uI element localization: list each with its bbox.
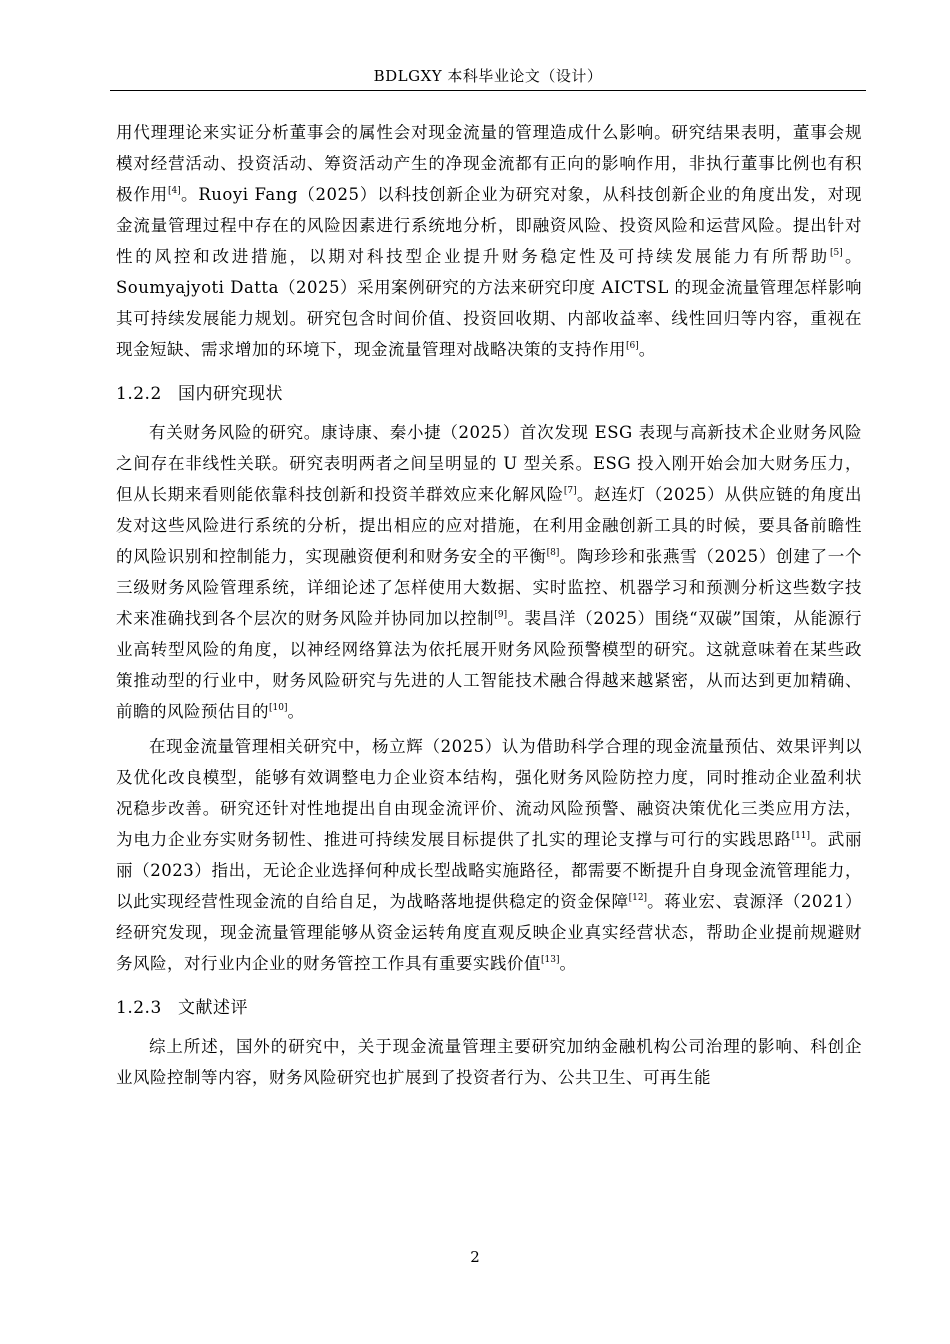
section-number: 1.2.3 (116, 998, 162, 1018)
citation: [8] (546, 548, 560, 558)
paragraph-text: 有关财务风险的研究。康诗康、秦小捷（2025）首次发现 ESG 表现与高新技术企业财务风险之间存在非线性关联。研究表明两者之间呈明显的 U 型关系。ESG 投入刚开始会加大财务压力，但从长期来看则能依靠科技创新和投资羊群效应来化解风险 (116, 423, 862, 504)
header-rule (110, 90, 866, 91)
paragraph-financial-risk (116, 417, 862, 727)
citation: [9] (494, 610, 508, 620)
citation: [6] (626, 341, 639, 351)
citation: [12] (628, 893, 648, 903)
citation: [4] (167, 186, 181, 196)
paragraph-text: 。裴昌洋（2025）围绕“双碳”国策，从能源行业高转型风险的角度，以神经网络算法为依托展开财务风险预警模型的研究。这就意味着在某些政策推动型的行业中，财务风险研究与先进的人工智能技术融合得越来越紧密，从而达到更加精确、前瞻的风险预估目的 (116, 609, 862, 721)
paragraph-cash-flow-management (116, 731, 862, 979)
citation: [11] (791, 831, 811, 841)
paragraph-text: 。 (287, 702, 305, 721)
paragraph-text: 在现金流量管理相关研究中，杨立辉（2025）认为借助科学合理的现金流量预估、效果评判以及优化改良模型，能够有效调整电力企业资本结构，强化财务风险防控力度，同时推动企业盈利状况稳步改善。研究还针对性地提出自由现金流评价、流动风险预警、融资决策优化三类应用方法，为电力企业夯实财务韧性、推进可持续发展目标提供了扎实的理论支撑与可行的实践思路 (116, 737, 862, 849)
paragraph-text: 。Ruoyi Fang（2025）以科技创新企业为研究对象，从科技创新企业的角度出发，对现金流量管理过程中存在的风险因素进行系统地分析，即融资风险、投资风险和运营风险。提出针对性的风控和改进措施，以期对科技型企业提升财务稳定性及可持续发展能力有所帮助 (116, 185, 862, 266)
paragraph-text: 。蒋业宏、袁源泽（2021）经研究发现，现金流量管理能够从资金运转角度直观反映企业真实经营状态，帮助企业提前规避财务风险，对行业内企业的财务管控工作具有重要实践价值 (116, 892, 862, 973)
citation: [5] (829, 248, 843, 258)
paragraph-literature-review (116, 1031, 862, 1093)
paragraph-text: 。 (638, 340, 656, 359)
paragraph-text: 。Soumyajyoti Datta（2025）采用案例研究的方法来研究印度 AICTSL 的现金流量管理怎样影响其可持续发展能力规划。研究包含时间价值、投资回收期、内部收益率、线性回归等内容，重视在现金短缺、需求增加的环境下，现金流量管理对战略决策的支持作用 (116, 247, 863, 359)
running-header: BDLGXY 本科毕业论文（设计） (373, 67, 603, 85)
paragraph-text: 用代理理论来实证分析董事会的属性会对现金流量的管理造成什么影响。研究结果表明，董事会规模对经营活动、投资活动、筹资活动产生的净现金流都有正向的影响作用，非执行董事比例也有积极作用 (116, 123, 862, 204)
section-number: 1.2.2 (116, 384, 162, 404)
citation: [7] (563, 486, 577, 496)
page-number: 2 (470, 1248, 480, 1266)
paragraph-text: 综上所述，国外的研究中，关于现金流量管理主要研究加纳金融机构公司治理的影响、科创企业风险控制等内容，财务风险研究也扩展到了投资者行为、公共卫生、可再生能 (116, 1037, 862, 1087)
section-heading-1-2-3 (116, 995, 862, 1021)
citation: [10] (269, 703, 288, 713)
section-title: 文献述评 (178, 998, 248, 1018)
paragraph-text: 。陶珍珍和张燕雪（2025）创建了一个三级财务风险管理系统，详细论述了怎样使用大数据、实时监控、机器学习和预测分析这些数字技术来准确找到各个层次的财务风险并协同加以控制 (116, 547, 862, 628)
paragraph-text: 。赵连灯（2025）从供应链的角度出发对这些风险进行系统的分析，提出相应的应对措施，在利用金融创新工具的时候，要具备前瞻性的风险识别和控制能力，实现融资便利和财务安全的平衡 (116, 485, 863, 566)
citation: [13] (541, 955, 560, 965)
paragraph-text: 。武丽丽（2023）指出，无论企业选择何种成长型战略实施路径，都需要不断提升自身现金流管理能力，以此实现经营性现金流的自给自足，为战略落地提供稳定的资金保障 (116, 830, 863, 911)
paragraph-text: 。 (559, 954, 577, 973)
section-title: 国内研究现状 (178, 384, 283, 404)
paragraph-foreign-research (116, 117, 862, 365)
body-text (116, 117, 862, 1093)
section-heading-1-2-2 (116, 381, 862, 407)
